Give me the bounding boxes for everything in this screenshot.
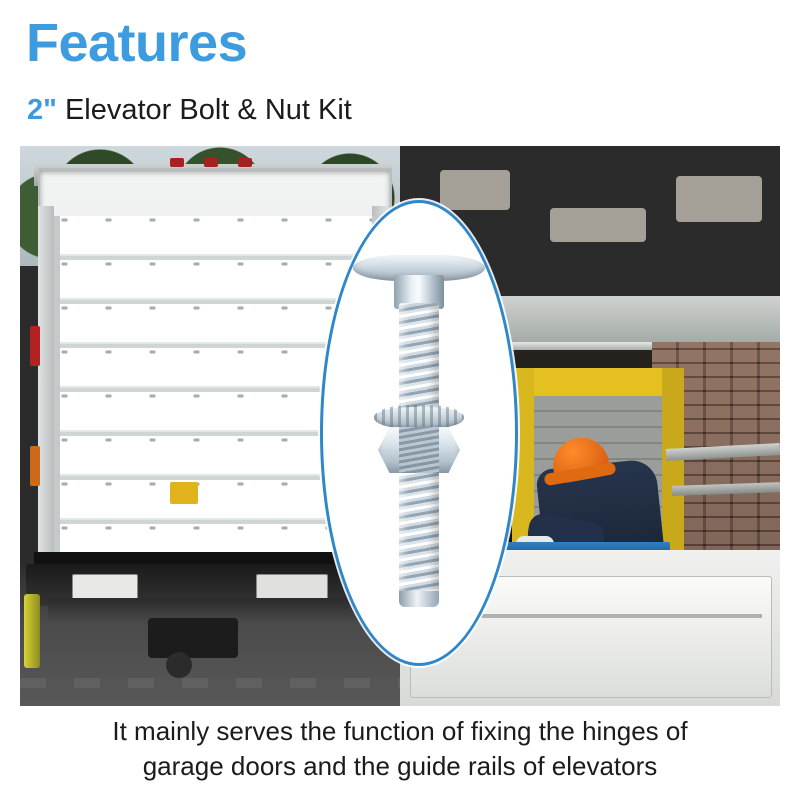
wall-patch bbox=[440, 170, 510, 210]
wall-patch bbox=[676, 176, 762, 222]
hitch-ball bbox=[166, 652, 192, 678]
clearance-light bbox=[204, 158, 218, 167]
yellow-bollard bbox=[24, 594, 40, 668]
product-callout-oval bbox=[320, 200, 518, 666]
bolt-tip bbox=[399, 591, 439, 607]
side-marker-amber bbox=[30, 446, 40, 486]
hex-nut-thread-hole bbox=[399, 427, 439, 473]
page-title: Features bbox=[26, 13, 248, 73]
clearance-light bbox=[170, 158, 184, 167]
wall-patch bbox=[550, 208, 646, 242]
side-marker-red bbox=[30, 326, 40, 366]
yellow-door-frame-top bbox=[512, 368, 684, 396]
truck-post-left bbox=[38, 206, 54, 558]
yellow-door-frame-right bbox=[662, 368, 684, 568]
image-band bbox=[20, 146, 780, 706]
caption bbox=[0, 714, 800, 784]
lock-washer-teeth bbox=[374, 405, 464, 429]
clearance-light bbox=[238, 158, 252, 167]
trailer-hitch bbox=[148, 618, 238, 658]
caption-line-2: garage doors and the guide rails of elevators bbox=[142, 751, 658, 781]
elevator-bolt-assembly bbox=[344, 245, 494, 621]
header bbox=[0, 0, 800, 146]
yellow-latch-box bbox=[170, 482, 198, 504]
page-subtitle bbox=[27, 96, 352, 125]
subtitle-size-accent: 2" bbox=[27, 94, 57, 126]
caption-line-1: It mainly serves the function of fixing the hinges of bbox=[112, 716, 688, 746]
clearance-lights bbox=[170, 158, 280, 168]
subtitle-text: Elevator Bolt & Nut Kit bbox=[56, 94, 352, 126]
